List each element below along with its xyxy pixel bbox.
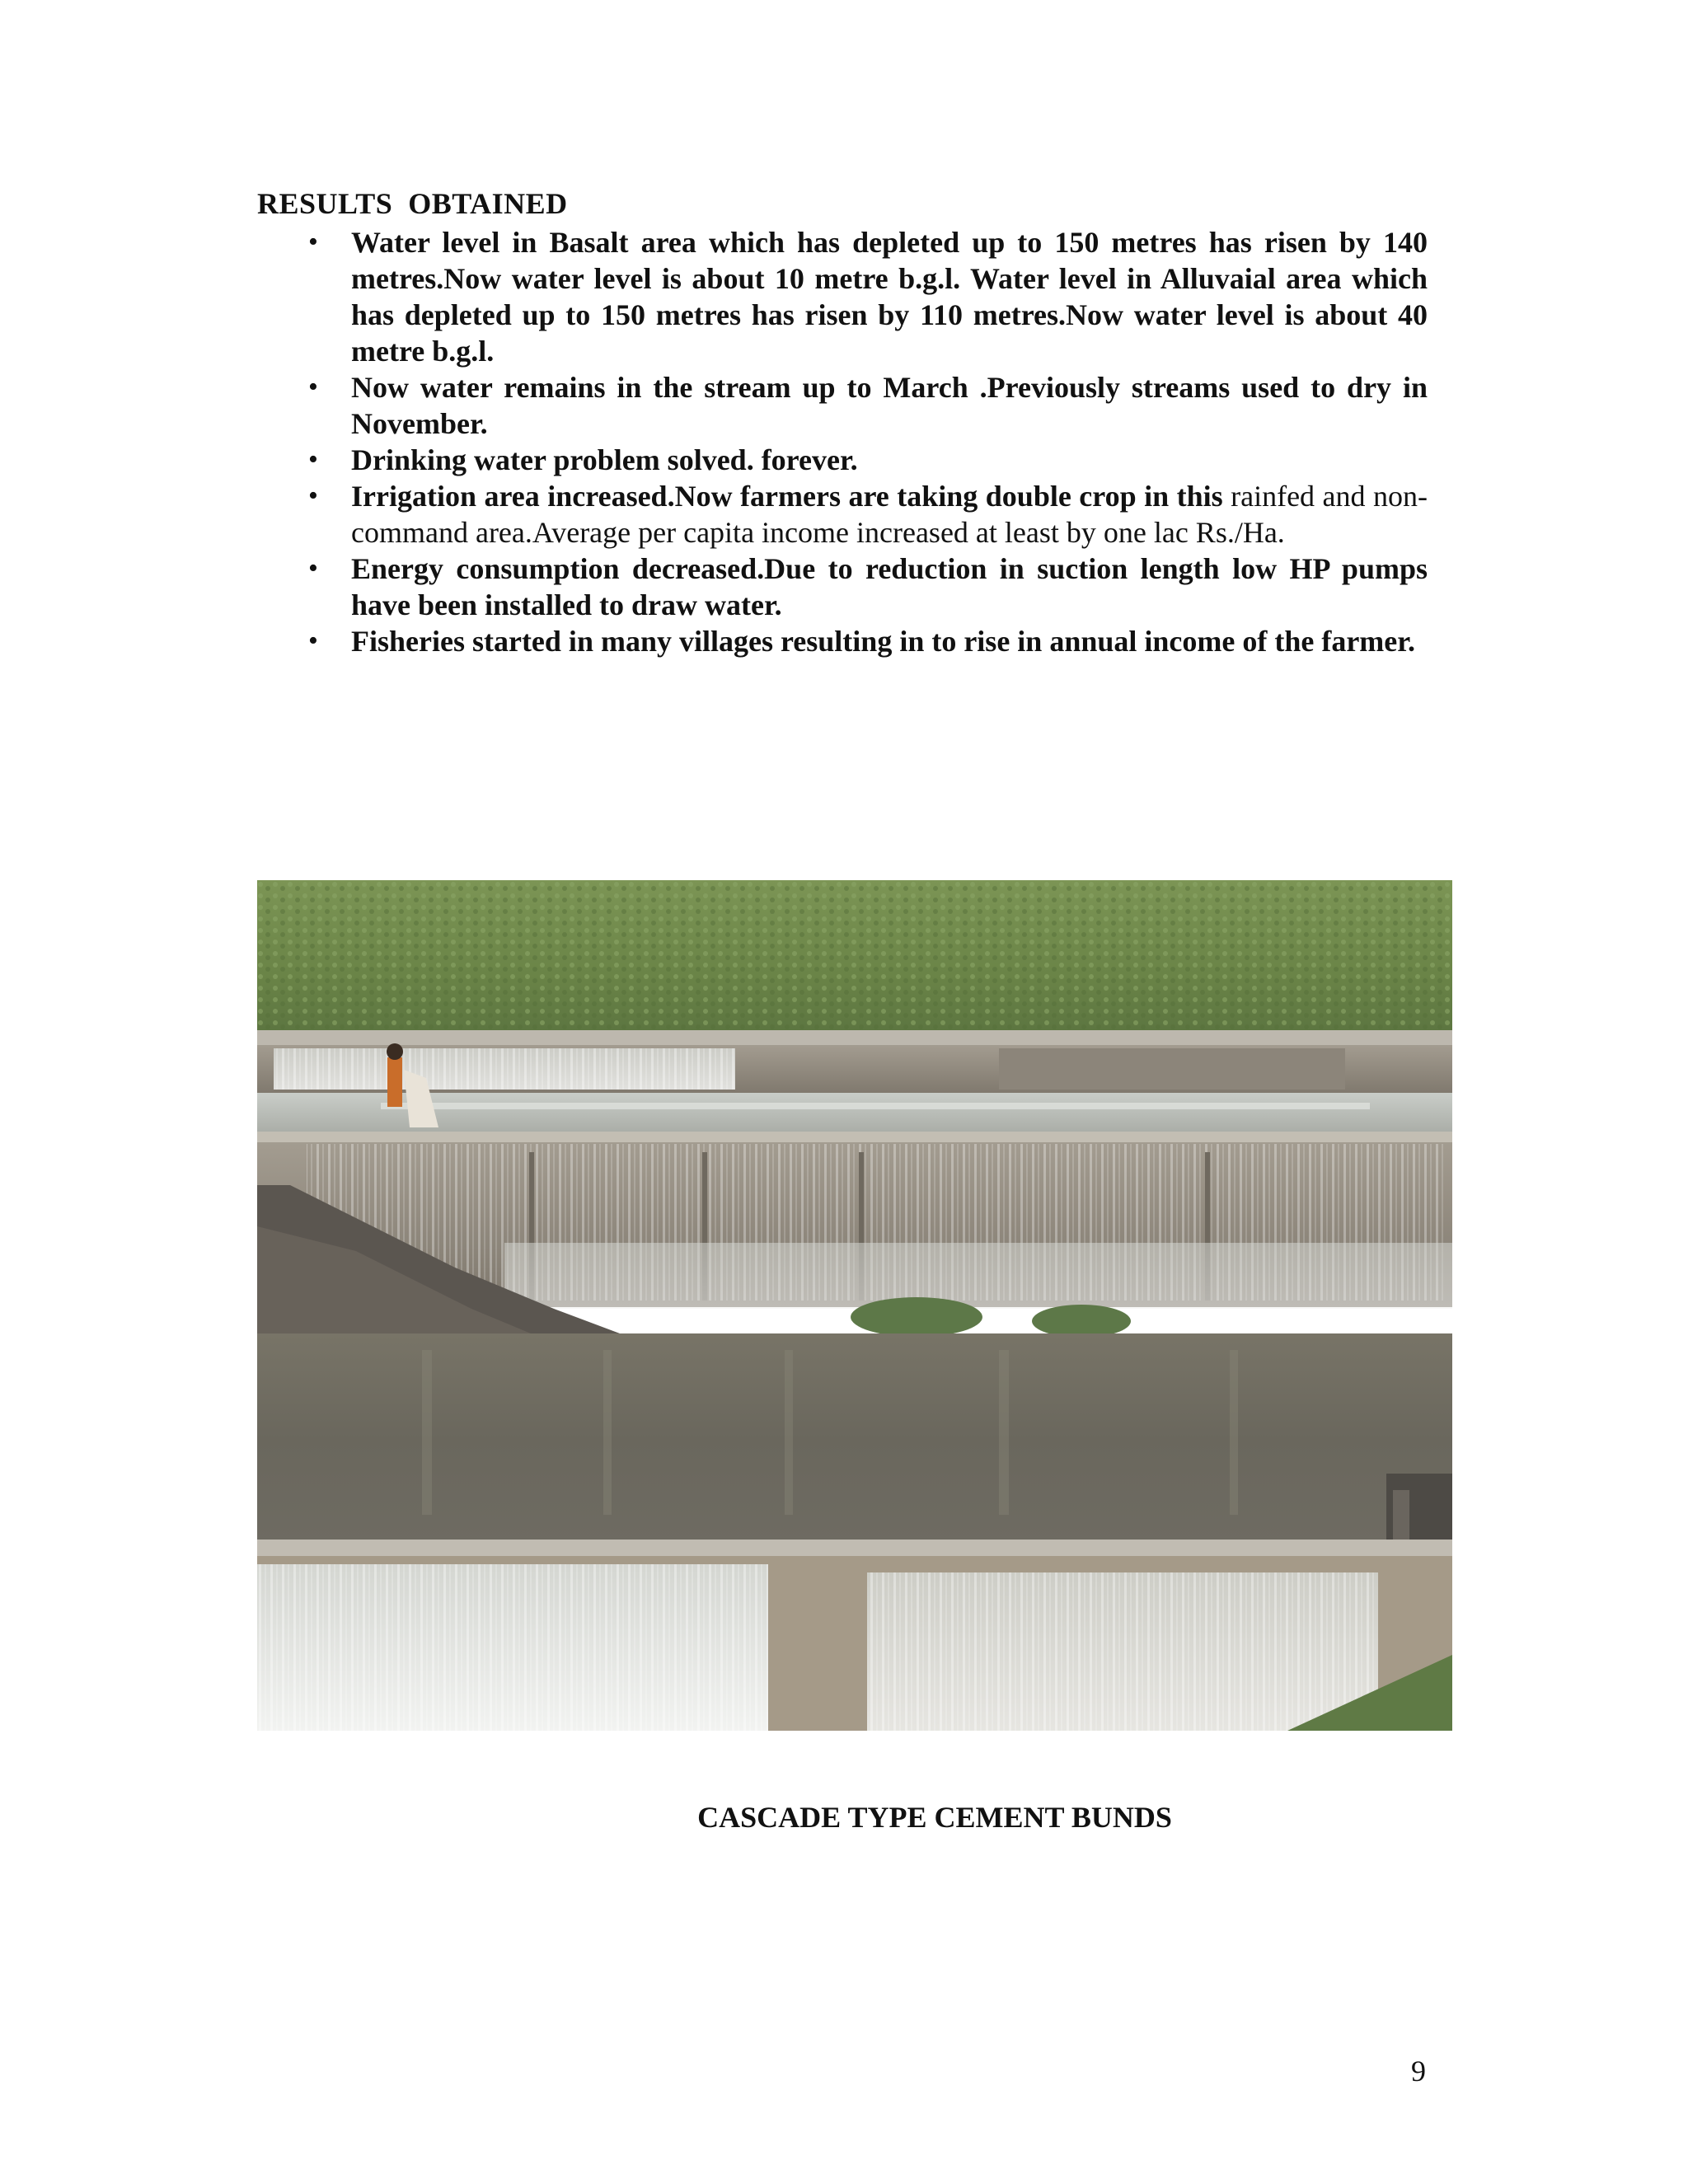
result-text-normal: rainfed and non-command area.Average per capita income increased at least by one lac Rs./Ha. [351, 480, 1428, 549]
cascade-bunds-photo [257, 880, 1452, 1731]
bullet-icon: • [308, 626, 318, 656]
list-item [257, 224, 1428, 369]
result-text-bold: Drinking water problem solved. forever. [351, 443, 858, 476]
result-text-bold: Now water remains in the stream up to March .Previously streams used to dry in November. [351, 371, 1428, 440]
results-list [257, 224, 1428, 659]
result-text-bold: Water level in Basalt area which has depleted up to 150 metres has risen by 140 metres.Now water level is about 10 metre b.g.l. Water level in Alluvaial area which has depleted up to 150 metres has risen by 110 metres.Now water level is about 40 metre b.g.l. [351, 226, 1428, 368]
result-text-bold: Irrigation area increased.Now farmers are taking double crop in this [351, 480, 1223, 513]
bullet-icon: • [308, 480, 318, 511]
list-item [257, 442, 1428, 478]
result-text-bold: Energy consumption decreased.Due to reduction in suction length low HP pumps have been installed to draw water. [351, 552, 1428, 621]
bullet-icon: • [308, 227, 318, 257]
list-item [257, 369, 1428, 442]
page-number: 9 [1411, 2055, 1426, 2088]
list-item [257, 478, 1428, 551]
bullet-icon: • [308, 444, 318, 475]
bullet-icon: • [308, 372, 318, 402]
section-heading: RESULTS OBTAINED [257, 187, 568, 220]
bullet-icon: • [308, 553, 318, 583]
list-item [257, 551, 1428, 623]
list-item [257, 623, 1428, 659]
figure-caption: CASCADE TYPE CEMENT BUNDS [697, 1801, 1172, 1834]
result-text-bold: Fisheries started in many villages resulting in to rise in annual income of the farmer. [351, 625, 1415, 658]
